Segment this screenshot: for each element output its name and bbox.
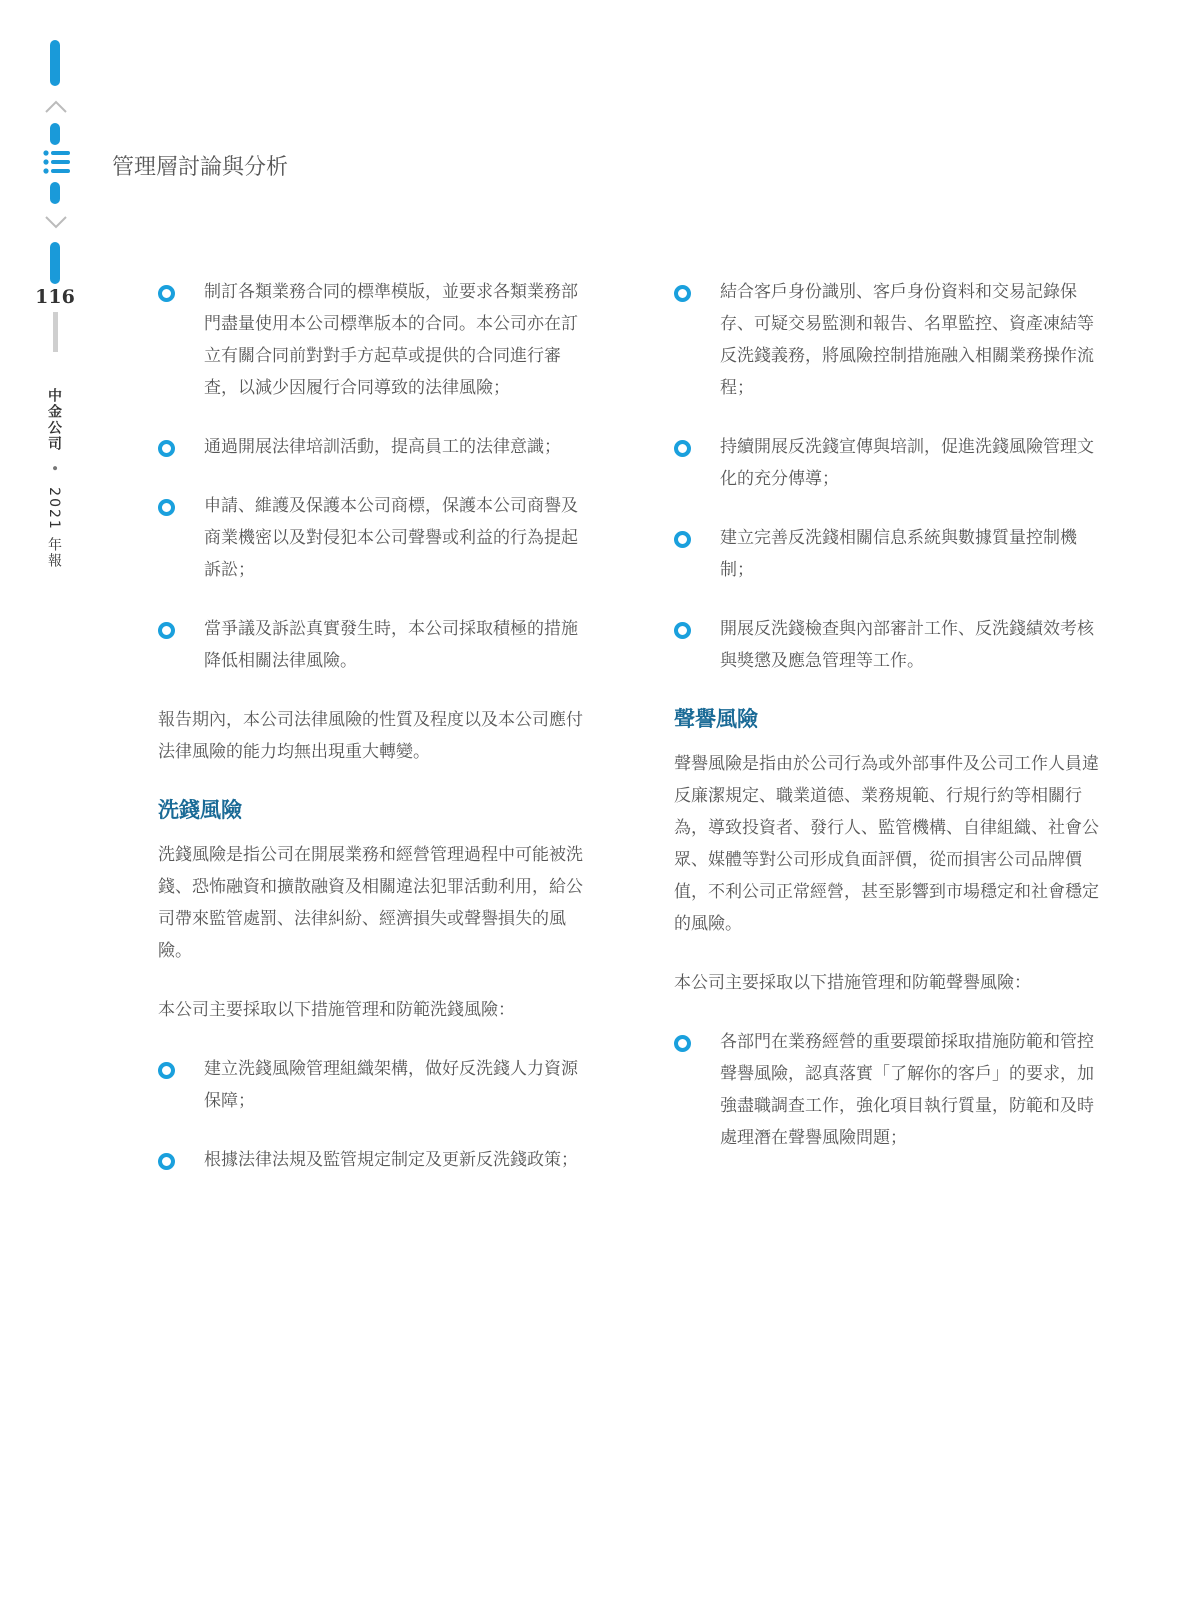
list-item-text: 當爭議及訴訟真實發生時，本公司採取積極的措施降低相關法律風險。 [204,619,578,671]
list-item [674,1026,1106,1154]
bullet-ring-icon [674,1035,691,1052]
list-item [674,276,1106,404]
rail-divider [53,312,58,352]
label-separator: • [46,464,62,475]
rail-bar-top [50,40,60,86]
list-item [158,431,590,463]
reputation-definition: 聲譽風險是指由於公司行為或外部事件及公司工作人員違反廉潔規定、職業道德、業務規範、行規行約等相關行為，導致投資者、發行人、監管機構、自律組織、社會公眾、媒體等對公司形成負面評價，從而損害公司品牌價值，不利公司正常經營，甚至影響到市場穩定和社會穩定的風險。 [674,754,1099,934]
list-item-text: 通過開展法律培訓活動，提高員工的法律意識； [204,437,561,457]
list-item-text: 開展反洗錢檢查與內部審計工作、反洗錢績效考核與獎懲及應急管理等工作。 [720,619,1094,671]
list-item-text: 各部門在業務經營的重要環節採取措施防範和管控聲譽風險，認真落實「了解你的客戶」的要求，加強盡職調查工作，強化項目執行質量，防範和及時處理潛在聲譽風險問題； [720,1032,1094,1148]
list-item-text: 持續開展反洗錢宣傳與培訓，促進洗錢風險管理文化的充分傳導； [720,437,1094,489]
list-item-text: 建立完善反洗錢相關信息系統與數據質量控制機制； [720,528,1077,580]
page-number: 116 [35,286,75,308]
rail-bar-mid-lower [50,182,60,204]
bullet-ring-icon [158,1062,175,1079]
aml-definition: 洗錢風險是指公司在開展業務和經營管理過程中可能被洗錢、恐怖融資和擴散融資及相關違法犯罪活動利用，給公司帶來監管處罰、法律糾紛、經濟損失或聲譽損失的風險。 [158,845,583,961]
list-item-text: 建立洗錢風險管理組織架構，做好反洗錢人力資源保障； [204,1059,578,1111]
bullet-ring-icon [158,1153,175,1170]
list-item [674,522,1106,586]
right-column [674,276,1106,1181]
legal-summary: 報告期內，本公司法律風險的性質及程度以及本公司應付法律風險的能力均無出現重大轉變。 [158,710,583,762]
list-item [158,1144,590,1176]
aml-intro: 本公司主要採取以下措施管理和防範洗錢風險： [158,1000,515,1020]
chevron-up-icon[interactable] [44,95,68,119]
report-label [44,388,64,569]
bullet-ring-icon [158,285,175,302]
list-item [158,613,590,677]
list-item [158,276,590,404]
bullet-ring-icon [674,622,691,639]
company-name: 中金公司 [46,388,62,452]
list-item-text: 根據法律法規及監管規定制定及更新反洗錢政策； [204,1150,578,1170]
page-title: 管理層討論與分析 [112,155,289,180]
bullet-ring-icon [674,285,691,302]
list-item [158,490,590,586]
list-item [674,431,1106,495]
list-item [158,1053,590,1117]
bullet-ring-icon [158,499,175,516]
left-column [158,276,590,1203]
list-item-text: 結合客戶身份識別、客戶身份資料和交易記錄保存、可疑交易監測和報告、名單監控、資產凍結等反洗錢義務，將風險控制措施融入相關業務操作流程； [720,282,1094,398]
bullet-ring-icon [674,440,691,457]
list-item-text: 申請、維護及保護本公司商標，保護本公司商譽及商業機密以及對侵犯本公司聲譽或利益的行為提起訴訟； [204,496,578,580]
section-heading-reputation: 聲譽風險 [674,707,758,731]
list-item [674,613,1106,677]
chevron-down-icon[interactable] [44,210,68,234]
list-item-text: 制訂各類業務合同的標準模版，並要求各類業務部門盡量使用本公司標準版本的合同。本公司亦在訂立有關合同前對對手方起草或提供的合同進行審查，以減少因履行合同導致的法律風險； [204,282,578,398]
bullet-ring-icon [674,531,691,548]
rail-bar-bottom [50,242,60,284]
bullet-ring-icon [158,440,175,457]
reputation-intro: 本公司主要採取以下措施管理和防範聲譽風險： [674,973,1031,993]
report-year: 2021 年報 [46,487,62,570]
section-heading-aml: 洗錢風險 [158,798,242,822]
rail-bar-mid-upper [50,123,60,145]
menu-list-icon[interactable] [42,148,72,176]
bullet-ring-icon [158,622,175,639]
